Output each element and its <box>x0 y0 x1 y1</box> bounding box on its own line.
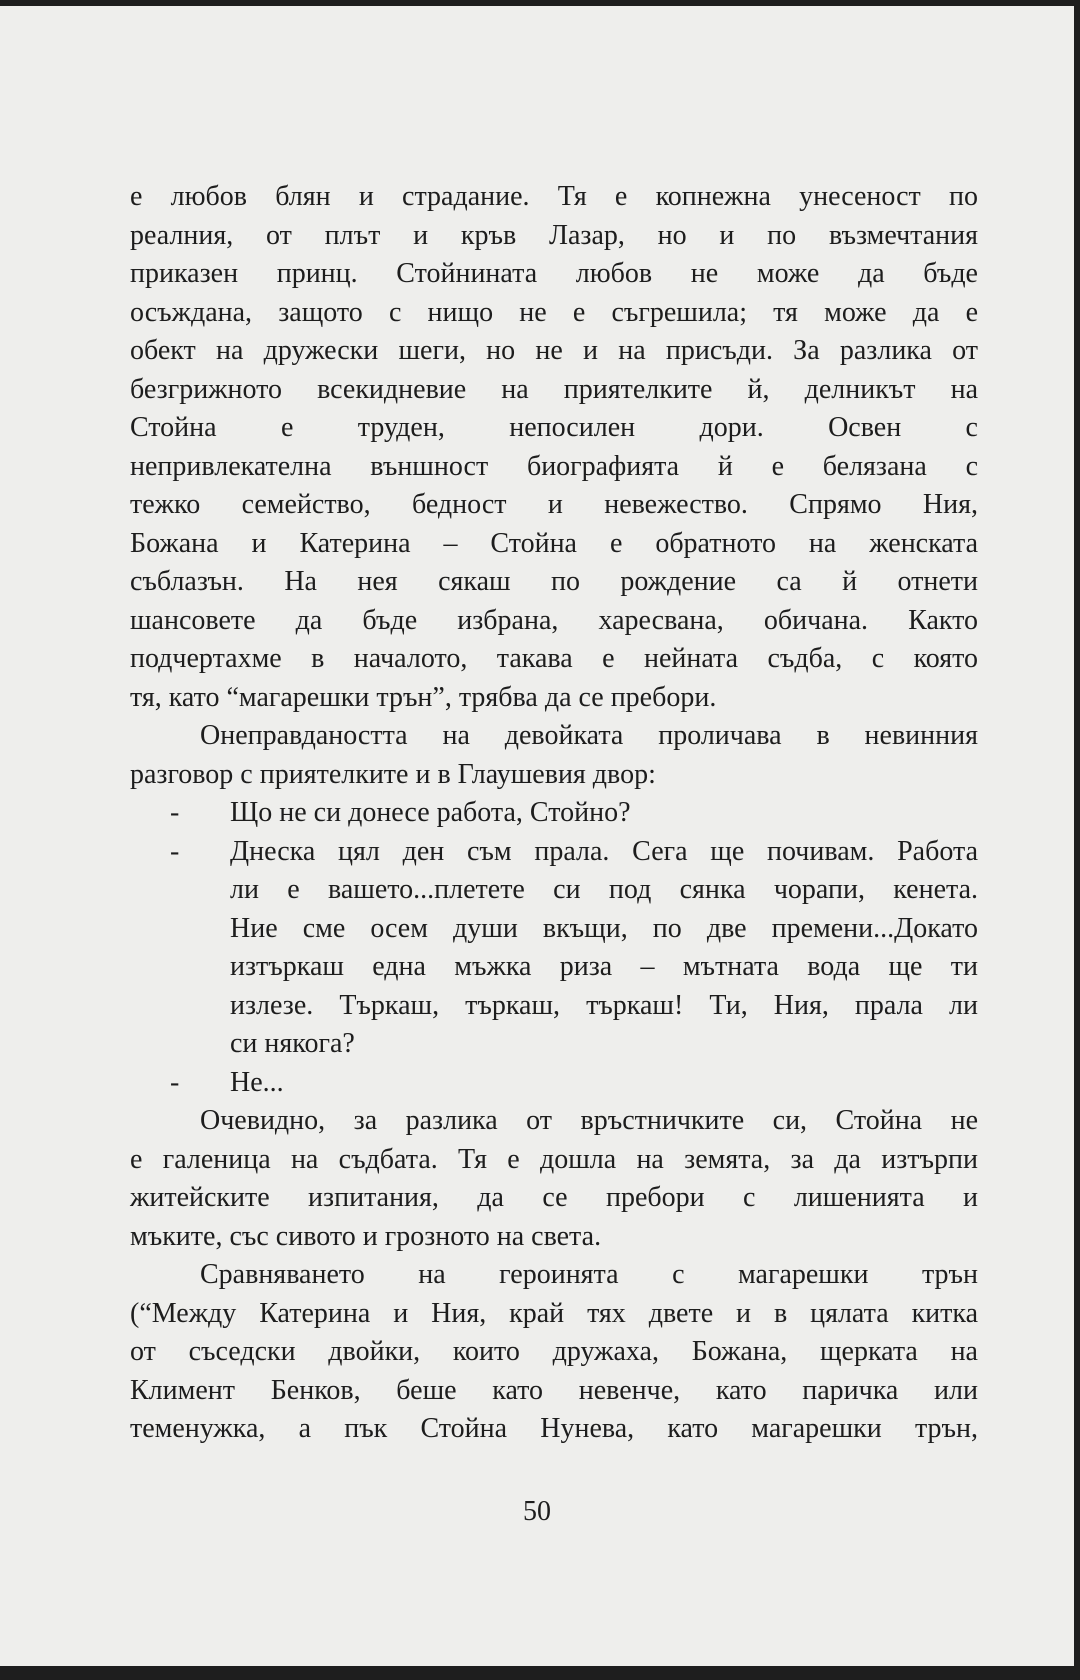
text-line: Климент Бенков, беше като невенче, като паричка или <box>130 1374 978 1406</box>
dialogue-continuation: ли е вашето...плетете си под сянка чорапи, кенета. <box>230 874 978 905</box>
dialogue-text: Що не си донесе работа, Стойно? <box>230 797 631 828</box>
text-line: Сравняването на героинята с магарешки трън <box>200 1259 978 1290</box>
text-line: непривлекателна външност биографията й е белязана с <box>130 450 978 482</box>
text-line: реалния, от плът и кръв Лазар, но и по възмечтания <box>130 219 978 251</box>
book-page <box>0 6 1074 1666</box>
text-line: Онеправдаността на девойката проличава в невинния <box>200 720 978 751</box>
dialogue-line <box>130 1064 978 1103</box>
text-line: теменужка, а пък Стойна Нунева, като магарешки трън, <box>130 1413 978 1444</box>
body-text <box>130 178 978 1449</box>
text-line: тя, като “магарешки трън”, трябва да се пребори. <box>130 681 717 713</box>
dialogue-continuation: изтъркаш една мъжка риза – мътната вода ще ти <box>230 951 978 982</box>
text-line: Стойна е труден, непосилен дори. Освен с <box>130 412 978 443</box>
dialogue-dash: - <box>170 835 180 867</box>
text-line: тежко семейство, бедност и невежество. Спрямо Ния, <box>130 489 978 520</box>
text-line: осъждана, защото с нищо не е съгрешила; тя може да е <box>130 296 978 328</box>
text-line: разговор с приятелките и в Глаушевия двор: <box>130 758 656 790</box>
dialogue-line <box>130 794 978 833</box>
page-number: 50 <box>523 1496 551 1527</box>
dialogue-continuation: Ние сме осем души вкъщи, по две премени...Докато <box>230 912 978 944</box>
dialogue-dash: - <box>170 1066 180 1098</box>
text-line: Божана и Катерина – Стойна е обратното на женската <box>130 527 978 559</box>
text-line: съблазън. На нея сякаш по рождение са й отнети <box>130 566 978 597</box>
dialogue-line <box>130 833 978 872</box>
text-line: безгрижното всекидневие на приятелките й, делникът на <box>130 373 978 405</box>
text-line: Очевидно, за разлика от връстничките си, Стойна не <box>200 1105 978 1136</box>
text-line: житейските изпитания, да се пребори с лишенията и <box>130 1182 978 1213</box>
text-line: е любов блян и страдание. Тя е копнежна унесеност по <box>130 181 978 212</box>
dialogue-continuation: си някога? <box>230 1028 355 1059</box>
dialogue-text: Днеска цял ден съм прала. Сега ще почивам. Работа <box>230 835 978 867</box>
text-line: е галеница на съдбата. Тя е дошла на земята, за да изтърпи <box>130 1143 978 1175</box>
dialogue-dash: - <box>170 797 180 828</box>
text-line: (“Между Катерина и Ния, край тях двете и в цялата китка <box>130 1297 978 1329</box>
text-line: приказен принц. Стойнината любов не може да бъде <box>130 258 978 289</box>
text-line: шансовете да бъде избрана, харесвана, обичана. Както <box>130 604 978 636</box>
dialogue-continuation: излезе. Търкаш, търкаш, търкаш! Ти, Ния, прала ли <box>230 989 978 1021</box>
text-line: от съседски двойки, които дружаха, Божана, щерката на <box>130 1336 978 1367</box>
text-line: обект на дружески шеги, но не и на присъди. За разлика от <box>130 335 978 366</box>
dialogue-text: Не... <box>230 1066 284 1098</box>
text-line: мъките, със сивото и грозното на света. <box>130 1220 602 1252</box>
text-line: подчертахме в началото, такава е нейната съдба, с която <box>130 643 978 674</box>
